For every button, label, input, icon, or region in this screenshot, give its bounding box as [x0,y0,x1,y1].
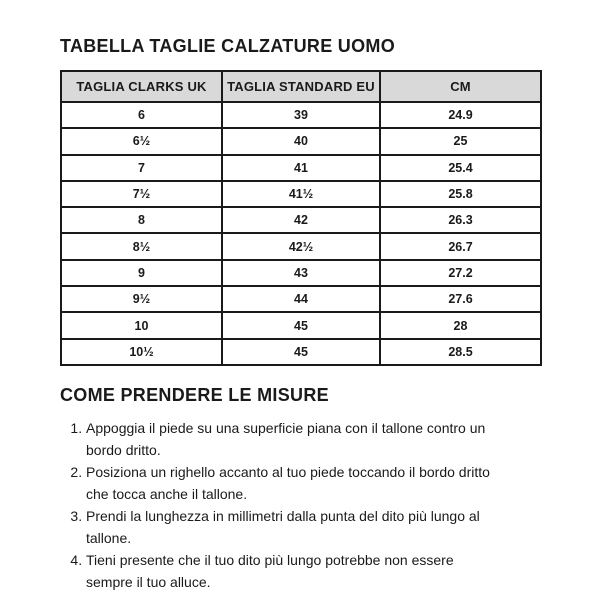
cell-uk: 10½ [61,339,222,365]
measure-section-title: COME PRENDERE LE MISURE [60,384,329,405]
cell-uk: 6½ [61,128,222,154]
measure-step: 4. Tieni presente che il tuo dito più lungo potrebbe non essere sempre il tuo alluce. [86,549,490,593]
col-header-eu: TAGLIA STANDARD EU [222,71,380,102]
cell-cm: 24.9 [380,102,541,128]
cell-cm: 25 [380,128,541,154]
measure-steps-list [60,417,540,593]
table-row [61,102,541,128]
cell-eu: 45 [222,312,380,338]
cell-eu: 42 [222,207,380,233]
cell-eu: 44 [222,286,380,312]
cell-uk: 7½ [61,181,222,207]
cell-eu: 40 [222,128,380,154]
measure-step: 3. Prendi la lunghezza in millimetri dalla punta del dito più lungo al tallone. [86,505,490,549]
cell-uk: 9½ [61,286,222,312]
cell-cm: 27.2 [380,260,541,286]
cell-cm: 26.3 [380,207,541,233]
size-table-body [61,102,541,365]
table-row [61,128,541,154]
col-header-cm: CM [380,71,541,102]
cell-cm: 25.4 [380,155,541,181]
cell-eu: 45 [222,339,380,365]
size-table-header [61,71,541,102]
cell-uk: 10 [61,312,222,338]
cell-cm: 26.7 [380,233,541,259]
cell-uk: 9 [61,260,222,286]
size-table-title: TABELLA TAGLIE CALZATURE UOMO [60,36,395,56]
table-row [61,286,541,312]
header-row [61,71,541,102]
measure-step: 2. Posiziona un righello accanto al tuo piede toccando il bordo dritto che tocca anche il tallone. [86,461,490,505]
cell-eu: 42½ [222,233,380,259]
cell-cm: 25.8 [380,181,541,207]
table-row [61,181,541,207]
cell-eu: 41½ [222,181,380,207]
cell-uk: 8½ [61,233,222,259]
table-row [61,312,541,338]
table-row [61,233,541,259]
table-row [61,207,541,233]
cell-eu: 43 [222,260,380,286]
size-table [60,70,542,366]
cell-eu: 39 [222,102,380,128]
cell-cm: 28 [380,312,541,338]
cell-uk: 6 [61,102,222,128]
table-row [61,260,541,286]
col-header-uk: TAGLIA CLARKS UK [61,71,222,102]
cell-cm: 27.6 [380,286,541,312]
table-row [61,155,541,181]
cell-eu: 41 [222,155,380,181]
cell-uk: 8 [61,207,222,233]
cell-cm: 28.5 [380,339,541,365]
table-row [61,339,541,365]
cell-uk: 7 [61,155,222,181]
measure-step: 1. Appoggia il piede su una superficie piana con il tallone contro un bordo dritto. [86,417,490,461]
